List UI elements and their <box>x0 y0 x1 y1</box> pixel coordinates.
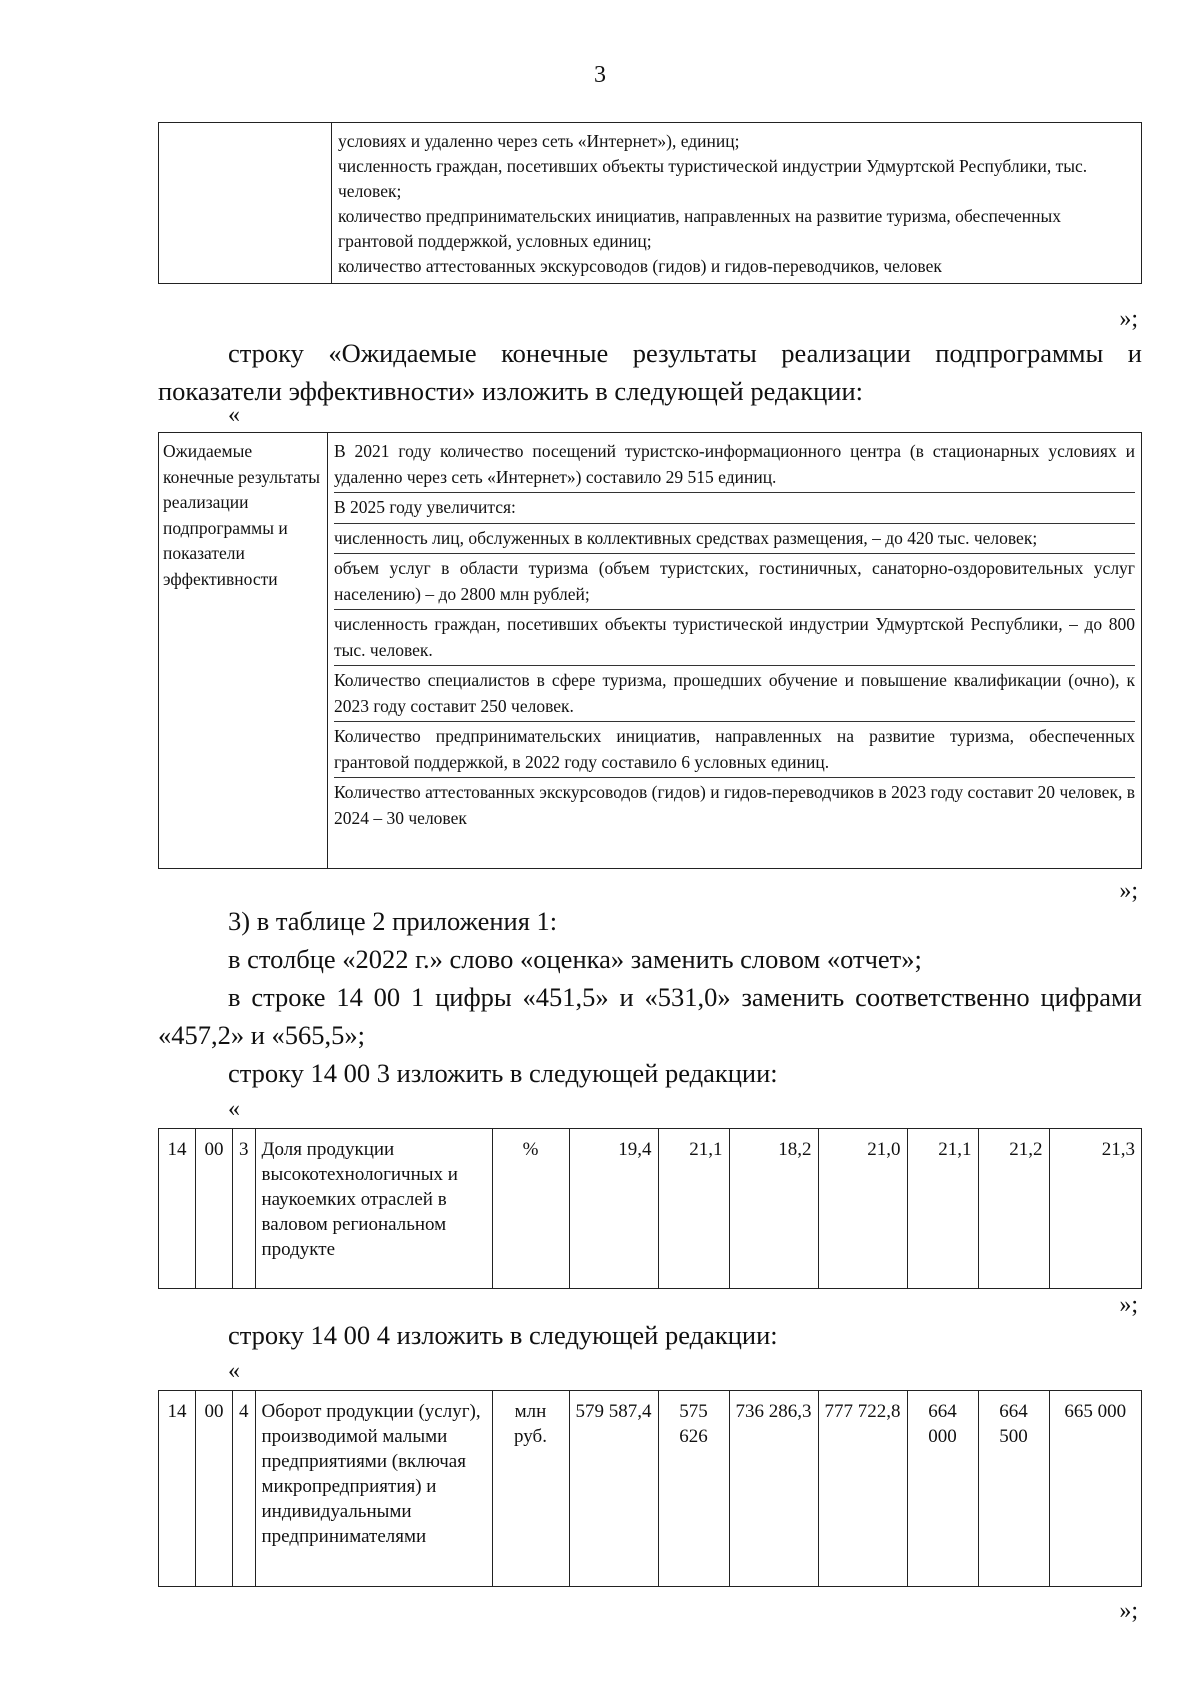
results-paragraph: Количество предпринимательских инициатив, направленных на развитие туризма, обеспеченных грантовой поддержкой, в 2022 году составило 6 условных единиц. <box>334 726 1135 772</box>
indicator-name-cell: Оборот продукции (услуг), производимой малыми предприятиями (включая микропредприятия) и индивидуальными предпринимателями <box>255 1391 492 1587</box>
results-paragraph: Количество специалистов в сфере туризма, прошедших обучение и повышение квалификации (очно), к 2023 году составит 250 человек. <box>334 670 1135 716</box>
value-cell: 21,3 <box>1049 1129 1142 1289</box>
code-cell: 4 <box>233 1391 256 1587</box>
results-paragraph: В 2025 году увеличится: <box>334 497 516 517</box>
results-content-cell <box>328 433 1142 869</box>
divider <box>334 609 1135 610</box>
code-cell: 3 <box>233 1129 256 1289</box>
opening-quote: « <box>228 402 240 428</box>
indicator-line: численность граждан, посетивших объекты туристической индустрии Удмуртской Республики, тыс. человек; <box>338 156 1088 201</box>
indicators-table-continuation <box>158 122 1142 284</box>
results-paragraph: объем услуг в области туризма (объем туристских, гостиничных, санаторно-оздоровительных услуг населению) – до 2800 млн рублей; <box>334 558 1135 604</box>
indicator-line: количество аттестованных экскурсоводов (гидов) и гидов-переводчиков, человек <box>338 256 942 276</box>
instruction-paragraph: строку 14 00 4 изложить в следующей редакции: <box>228 1320 778 1350</box>
value-cell: 665 000 <box>1049 1391 1142 1587</box>
value-cell: 21,1 <box>907 1129 978 1289</box>
instruction-paragraph: строку «Ожидаемые конечные результаты реализации подпрограммы и показатели эффективности» изложить в следующей редакции: <box>158 338 1142 406</box>
divider <box>334 553 1135 554</box>
divider <box>334 721 1135 722</box>
indicators-list-cell <box>332 123 1142 284</box>
results-paragraph: численность граждан, посетивших объекты туристической индустрии Удмуртской Республики, – до 800 тыс. человек. <box>334 614 1135 660</box>
value-cell: 18,2 <box>729 1129 818 1289</box>
expected-results-table <box>158 432 1142 869</box>
divider <box>334 665 1135 666</box>
indicator-name-cell: Доля продукции высокотехнологичных и наукоемких отраслей в валовом региональном продукте <box>255 1129 492 1289</box>
row-1400-3-table <box>158 1128 1142 1289</box>
opening-quote: « <box>228 1096 240 1122</box>
row-1400-4-table <box>158 1390 1142 1587</box>
item3-line: в столбце «2022 г.» слово «оценка» заменить словом «отчет»; <box>228 944 922 974</box>
value-cell: 736 286,3 <box>729 1391 818 1587</box>
value-cell: 21,0 <box>818 1129 907 1289</box>
value-cell: 664 000 <box>907 1391 978 1587</box>
indicator-line: количество предпринимательских инициатив, направленных на развитие туризма, обеспеченных грантовой поддержкой, условных единиц; <box>338 206 1061 251</box>
code-cell: 14 <box>159 1129 196 1289</box>
closing-quote: »; <box>1119 878 1138 904</box>
results-paragraph: Количество аттестованных экскурсоводов (гидов) и гидов-переводчиков в 2023 году составит 20 человек, в 2024 – 30 человек <box>334 782 1135 828</box>
empty-label-cell <box>159 123 332 284</box>
page-number: 3 <box>594 62 606 88</box>
unit-cell: млн руб. <box>492 1391 569 1587</box>
item3-line: в строке 14 00 1 цифры «451,5» и «531,0» заменить соответственно цифрами «457,2» и «565,5»; <box>158 982 1142 1050</box>
results-label-cell: Ожидаемые конечные результаты реализации подпрограммы и показатели эффективности <box>159 433 328 869</box>
unit-cell: % <box>492 1129 569 1289</box>
code-cell: 00 <box>196 1391 233 1587</box>
item3-heading: 3) в таблице 2 приложения 1: <box>228 906 558 936</box>
value-cell: 777 722,8 <box>818 1391 907 1587</box>
closing-quote: »; <box>1119 1598 1138 1624</box>
divider <box>334 777 1135 778</box>
value-cell: 19,4 <box>569 1129 658 1289</box>
value-cell: 579 587,4 <box>569 1391 658 1587</box>
value-cell: 21,2 <box>978 1129 1049 1289</box>
results-paragraph: В 2021 году количество посещений туристско-информационного центра (в стационарных условиях и удаленно через сеть «Интернет») составило 29 515 единиц. <box>334 441 1135 487</box>
code-cell: 00 <box>196 1129 233 1289</box>
code-cell: 14 <box>159 1391 196 1587</box>
closing-quote: »; <box>1119 306 1138 332</box>
results-paragraph: численность лиц, обслуженных в коллективных средствах размещения, – до 420 тыс. человек; <box>334 527 1038 548</box>
divider <box>334 492 1135 493</box>
closing-quote: »; <box>1119 1292 1138 1318</box>
indicator-line: условиях и удаленно через сеть «Интернет»), единиц; <box>338 131 740 151</box>
value-cell: 664 500 <box>978 1391 1049 1587</box>
divider <box>334 523 1135 524</box>
opening-quote: « <box>228 1358 240 1384</box>
value-cell: 575 626 <box>658 1391 729 1587</box>
value-cell: 21,1 <box>658 1129 729 1289</box>
item3-line: строку 14 00 3 изложить в следующей редакции: <box>228 1058 778 1088</box>
